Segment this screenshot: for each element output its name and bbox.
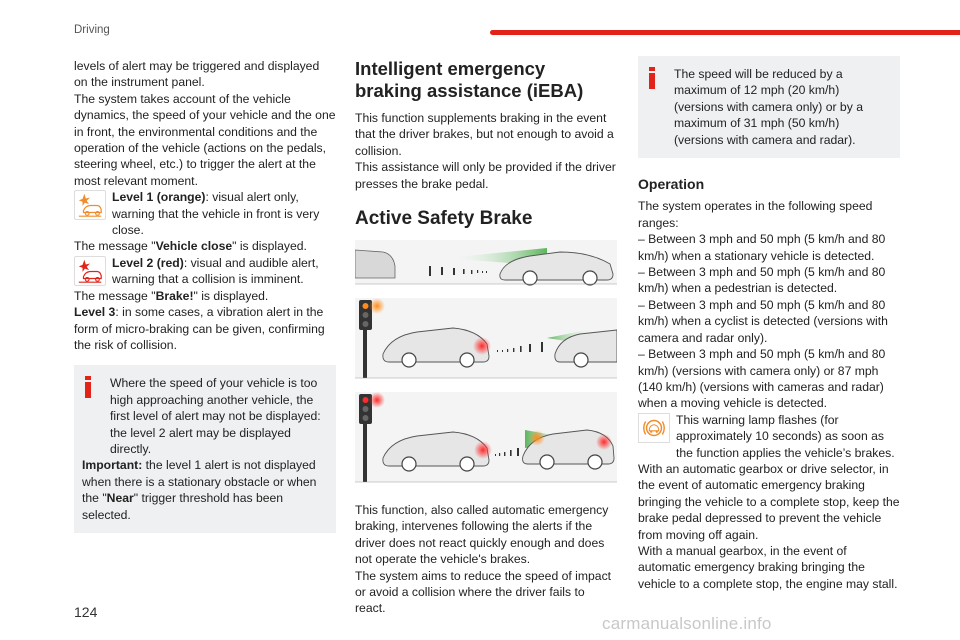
page-number: 124 <box>74 604 98 620</box>
section-title: Driving <box>74 24 110 36</box>
info-icon <box>84 376 92 398</box>
column-1 <box>74 58 336 533</box>
watermark: carmanualsonline.info <box>602 614 772 633</box>
illustration-active-safety-brake <box>355 238 617 500</box>
info-important: Important: the level 1 alert is not displayed when there is a stationary obstacle or when the "Near" trigger threshold has been selected. <box>82 458 317 522</box>
message-brake: The message "Brake!" is displayed. <box>74 288 269 303</box>
illustration-panel-3 <box>355 392 617 482</box>
info-box-speed-alert <box>74 365 336 533</box>
illustration-panel-1 <box>355 240 617 285</box>
column-3 <box>638 58 900 592</box>
brake-warning-lamp-icon <box>638 413 670 443</box>
operation-item-3: – Between 3 mph and 50 mph (5 km/h and 80 km/h) when a cyclist is detected (versions with camera and radar only). <box>638 297 888 345</box>
paragraph-manual-gearbox: With a manual gearbox, in the event of automatic emergency braking bringing the vehicle to a complete stop, the engine may stall. <box>638 543 898 591</box>
operation-item-4: – Between 3 mph and 50 mph (5 km/h and 80 km/h) (versions with camera only) or 87 mph (140 km/h) (versions with cameras and radar) when a moving vehicle is detected. <box>638 347 886 411</box>
collision-alert-orange-icon <box>74 190 106 220</box>
level-1-block <box>74 189 336 238</box>
heading-iEBA: Intelligent emergency braking assistance (iEBA) <box>355 58 584 101</box>
info-text: Where the speed of your vehicle is too high approaching another vehicle, the first level of alert may not be displayed: the level 2 alert may be displayed directly. <box>110 376 321 456</box>
info-icon <box>648 67 656 89</box>
level-2-title: Level 2 (red) <box>112 255 184 270</box>
warning-lamp-text: This warning lamp flashes (for approximately 10 seconds) as soon as the function applies the vehicle’s brakes. <box>676 412 895 460</box>
paragraph-intro: levels of alert may be triggered and displayed on the instrument panel. <box>74 59 320 90</box>
paragraph-iEBA-1: This function supplements braking in the event that the driver brakes, but not enough to avoid a collision. <box>355 111 614 158</box>
message-vehicle-close: The message "Vehicle close" is displayed. <box>74 239 307 254</box>
level-2-block <box>74 255 336 288</box>
paragraph-system: The system takes account of the vehicle dynamics, the speed of your vehicle and the one in front, the environmental conditions and the operation of the vehicle (actions on the pedals, steering wheel, etc.) to trigger the alert at the most relevant moment. <box>74 91 336 188</box>
collision-alert-red-icon <box>74 256 106 286</box>
level-2-text: : visual and audible alert, warning that a collision is imminent. <box>112 255 319 287</box>
operation-item-2: – Between 3 mph and 50 mph (5 km/h and 80 km/h) when a pedestrian is detected. <box>638 265 886 296</box>
heading-active-safety-brake: Active Safety Brake <box>355 208 533 230</box>
operation-item-1: – Between 3 mph and 50 mph (5 km/h and 80 km/h) when a stationary vehicle is detected. <box>638 232 886 263</box>
info-speed-text: The speed will be reduced by a maximum of 12 mph (20 km/h) (versions with camera only) or by a maximum of 31 mph (50 km/h) (versions with camera and radar). <box>674 67 863 147</box>
header-accent-bar <box>490 30 960 35</box>
operation-intro: The system operates in the following speed ranges: <box>638 199 873 230</box>
heading-operation: Operation <box>638 176 705 193</box>
paragraph-iEBA-2: This assistance will only be provided if the driver presses the brake pedal. <box>355 160 616 191</box>
info-box-speed-reduction <box>638 56 900 158</box>
warning-lamp-block <box>638 412 900 461</box>
paragraph-asb-2: The system aims to reduce the speed of impact or avoid a collision where the driver fails to react. <box>355 568 612 616</box>
level-1-text: : visual alert only, warning that the vehicle in front is very close. <box>112 190 320 238</box>
paragraph-asb-1: This function, also called automatic emergency braking, intervenes following the alerts if the driver does not react quickly enough and does not operate the vehicle's brakes. <box>355 503 609 567</box>
illustration-panel-2 <box>355 298 617 378</box>
level-3-paragraph: Level 3: in some cases, a vibration alert in the form of micro-braking can be given, confirming the risk of collision. <box>74 305 325 352</box>
level-1-title: Level 1 (orange) <box>112 190 206 205</box>
column-2 <box>355 58 617 617</box>
paragraph-automatic-gearbox: With an automatic gearbox or drive selector, in the event of automatic emergency braking bringing the vehicle to a complete stop, keep the brake pedal depressed to prevent the vehicle from moving off again. <box>638 461 900 542</box>
